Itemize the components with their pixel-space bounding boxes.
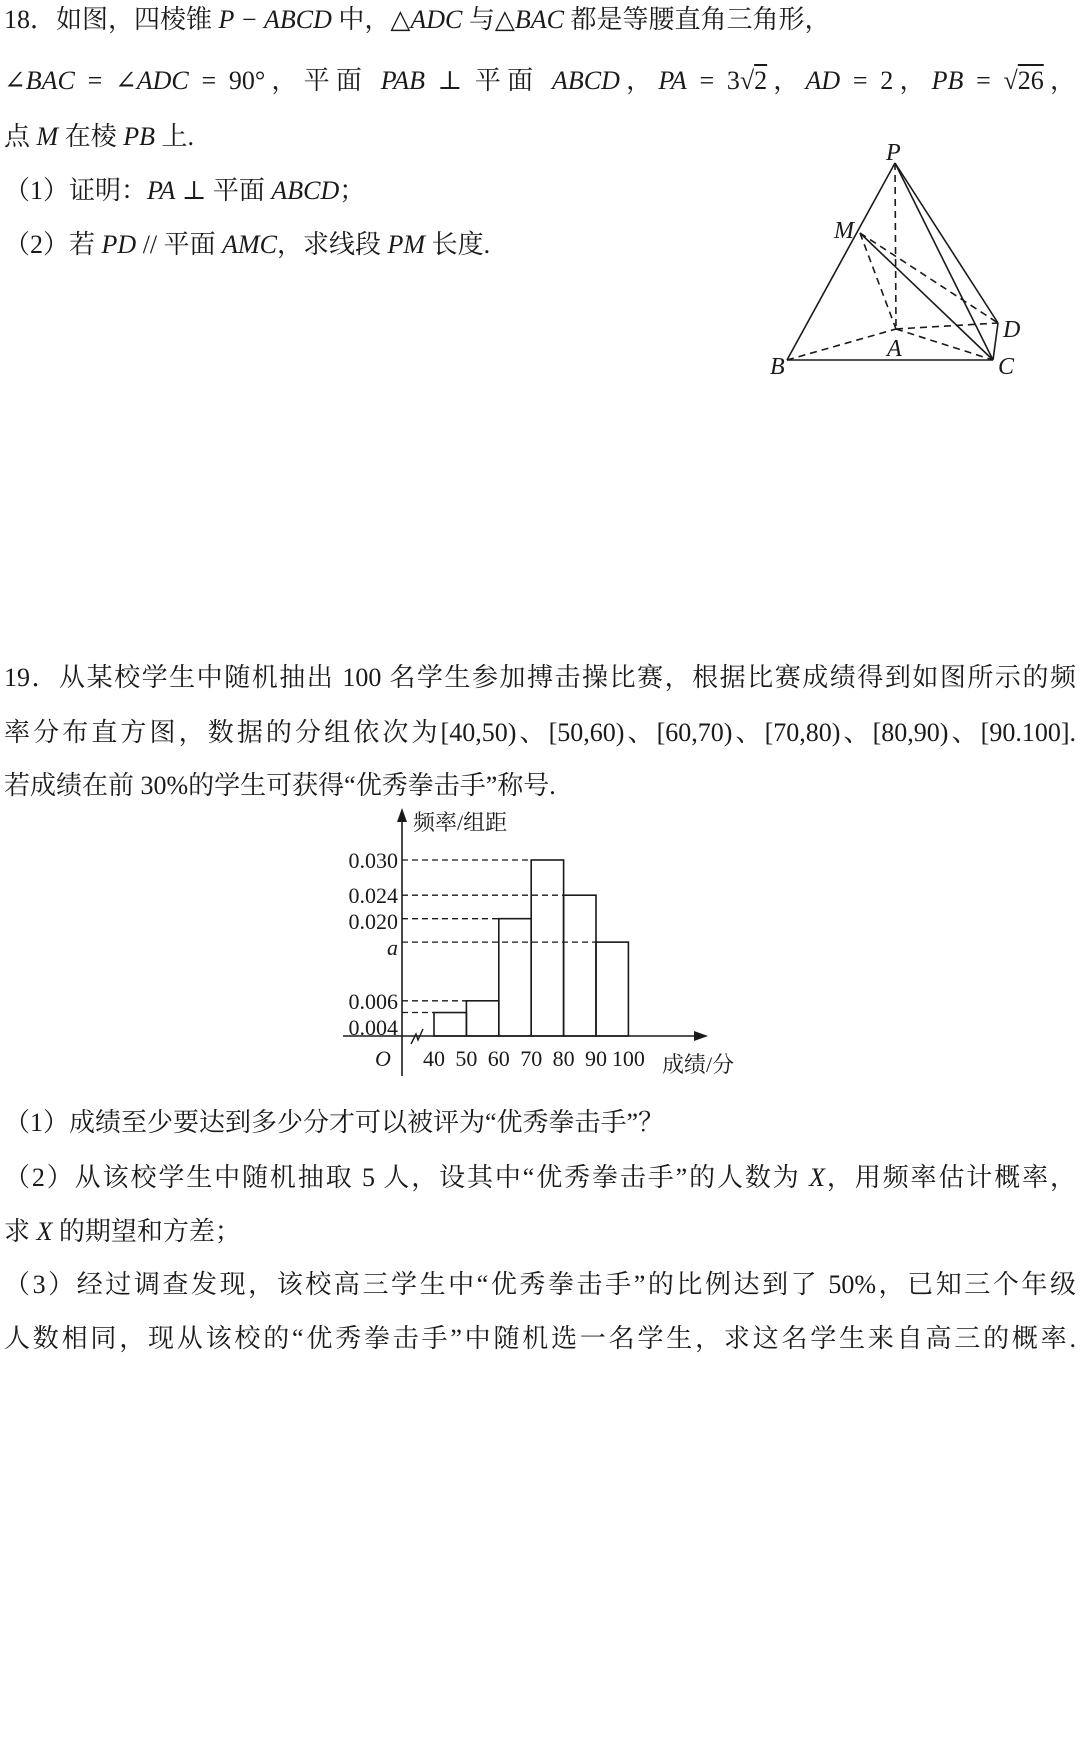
- edge-PB: [787, 163, 895, 360]
- edge-MC: [860, 233, 993, 360]
- math-symbol: BAC: [25, 66, 75, 95]
- edge-MA: [860, 233, 896, 329]
- x-tick-label: 50: [455, 1046, 478, 1071]
- text-segment: 18．如图，四棱锥: [4, 5, 219, 34]
- math-symbol: AD: [805, 66, 841, 95]
- math-symbol: PAB: [380, 66, 426, 95]
- text-segment: 率分布直方图，数据的分组依次为[40,50)、[50,60)、[60,70)、[70,80)、[80,90)、[90.100].: [4, 718, 1076, 747]
- text-segment: // 平面: [136, 230, 223, 259]
- q18-line: [4, 3, 831, 37]
- text-segment: 上.: [154, 122, 194, 151]
- text-segment: 与△: [462, 5, 515, 34]
- y-axis-label: 频率/组距: [413, 810, 508, 835]
- text-segment: ，: [1043, 66, 1076, 95]
- radicand: 2: [754, 66, 768, 95]
- y-tick-label: 0.024: [348, 883, 398, 909]
- q19-line: [4, 1215, 241, 1249]
- label-P: P: [886, 140, 901, 166]
- x-tick-label: 100: [611, 1046, 645, 1071]
- text-segment: （2）从该校学生中随机抽取 5 人，设其中“优秀拳击手”的人数为: [4, 1163, 810, 1192]
- edge-MD: [860, 233, 998, 323]
- text-segment: 点: [4, 122, 37, 151]
- x-tick-label: 40: [423, 1046, 445, 1071]
- math-symbol: PD: [101, 230, 137, 259]
- text-segment: 19．从某校学生中随机抽出 100 名学生参加搏击操比赛，根据比赛成绩得到如图所示的频: [4, 663, 1076, 692]
- histogram-bar: [596, 942, 628, 1036]
- text-segment: （1）证明：: [4, 176, 148, 205]
- math-symbol: PB: [123, 122, 155, 151]
- q19-line: [4, 1161, 1076, 1195]
- q18-line: [4, 64, 1076, 98]
- text-segment: = 3√: [686, 66, 755, 95]
- edge-DC: [993, 323, 998, 360]
- radicand: 26: [1017, 66, 1044, 95]
- text-segment: 都是等腰直角三角形，: [564, 5, 831, 34]
- edge-PA: [895, 163, 896, 329]
- label-A: A: [887, 336, 902, 362]
- text-segment: = 2，: [840, 66, 932, 95]
- math-symbol: PB: [931, 66, 964, 95]
- math-symbol: PA: [147, 176, 176, 205]
- text-segment: 若成绩在前 30%的学生可获得“优秀拳击手”称号.: [4, 771, 556, 800]
- text-segment: ；: [339, 176, 366, 205]
- q19-line: [4, 769, 556, 803]
- q19-line: [4, 1106, 664, 1140]
- text-segment: 人数相同，现从该校的“优秀拳击手”中随机选一名学生，求这名学生来自高三的概率.: [4, 1324, 1076, 1353]
- histogram-bar: [466, 1001, 498, 1036]
- text-segment: 在棱: [58, 122, 124, 151]
- q19-line: [4, 661, 1076, 695]
- label-B: B: [770, 354, 785, 380]
- math-symbol: M: [36, 122, 59, 151]
- math-symbol: X: [809, 1163, 825, 1192]
- text-segment: ，: [767, 66, 806, 95]
- text-segment: ，用频率估计概率，: [824, 1163, 1076, 1192]
- text-segment: 长度.: [425, 230, 491, 259]
- text-segment: = ∠: [74, 66, 137, 95]
- x-axis-label: 成绩/分: [662, 1052, 735, 1077]
- edge-AC: [896, 329, 993, 360]
- math-symbol: BAC: [514, 5, 564, 34]
- text-segment: ⊥ 平面: [425, 66, 553, 95]
- label-M: M: [834, 218, 854, 244]
- q18-line: [4, 228, 490, 262]
- text-segment: ，求线段: [277, 230, 388, 259]
- q19-line: [4, 716, 1076, 750]
- y-tick-label: 0.030: [348, 848, 398, 873]
- x-tick-label: 60: [487, 1046, 510, 1071]
- edge-BA: [787, 329, 896, 360]
- origin-label: O: [375, 1046, 391, 1071]
- text-segment: ∠: [4, 66, 26, 95]
- text-segment: 的期望和方差；: [52, 1217, 241, 1246]
- text-segment: 求: [4, 1217, 37, 1246]
- math-symbol: P − ABCD: [218, 5, 332, 34]
- text-segment: （3）经过调查发现，该校高三学生中“优秀拳击手”的比例达到了 50%，已知三个年级: [4, 1270, 1076, 1299]
- q18-line: [4, 120, 194, 154]
- y-axis-arrow: [397, 808, 407, 822]
- q19-line: [4, 1268, 1076, 1302]
- text-segment: （1）成绩至少要达到多少分才可以被评为“优秀拳击手”？: [4, 1108, 665, 1137]
- x-tick-label: 90: [585, 1046, 607, 1071]
- y-tick-label: 0.020: [348, 909, 398, 935]
- solid-edges: [787, 163, 998, 360]
- text-segment: ⊥ 平面: [175, 176, 272, 205]
- math-symbol: ADC: [410, 5, 463, 34]
- edge-AD: [896, 323, 998, 329]
- text-segment: = 90°，平面: [188, 66, 381, 95]
- text-segment: = √: [963, 66, 1018, 95]
- math-symbol: AMC: [222, 230, 278, 259]
- math-symbol: ABCD: [271, 176, 340, 205]
- histogram-bar: [434, 1013, 466, 1036]
- y-tick-label: 0.004: [348, 1014, 398, 1040]
- label-C: C: [998, 354, 1015, 380]
- hidden-edges: [787, 163, 998, 360]
- math-symbol: ABCD: [552, 66, 620, 95]
- y-tick-label: 0.006: [348, 988, 398, 1014]
- math-symbol: PA: [658, 66, 687, 95]
- label-D: D: [1003, 317, 1021, 343]
- q18-line: [4, 174, 365, 208]
- x-tick-label: 80: [552, 1046, 575, 1071]
- y-tick-label: a: [387, 935, 398, 961]
- math-symbol: X: [36, 1217, 53, 1246]
- math-symbol: PM: [387, 230, 426, 259]
- q19-line: [4, 1322, 1076, 1356]
- text-segment: 中，△: [331, 5, 411, 34]
- edge-PD: [895, 163, 998, 323]
- histogram-bar: [564, 895, 596, 1036]
- edge-PC: [895, 163, 993, 360]
- histogram-bar: [499, 919, 531, 1036]
- text-segment: （2）若: [4, 230, 102, 259]
- x-tick-label: 70: [520, 1046, 543, 1071]
- x-axis-arrow: [694, 1031, 708, 1041]
- text-segment: ，: [619, 66, 659, 95]
- axis-break-mark: [411, 1029, 423, 1044]
- math-symbol: ADC: [136, 66, 189, 95]
- histogram-bar: [531, 860, 563, 1036]
